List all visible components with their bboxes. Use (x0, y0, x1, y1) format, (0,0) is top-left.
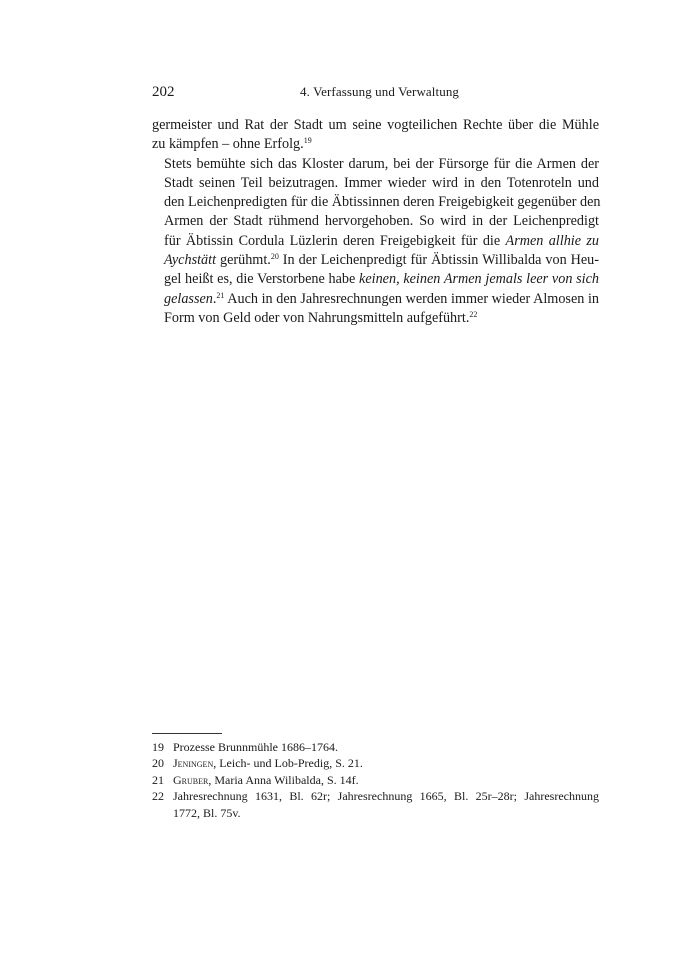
footnote-author: Jeningen (173, 756, 214, 771)
quoted-text: keinen, keinen Armen jemals leer von sich (359, 271, 599, 288)
footnote (152, 755, 599, 771)
text-run: Auch in den Jahresrechnungen werden immer wieder Almosen in (224, 290, 599, 307)
text-line: Stets bemühte sich das Kloster darum, bei der Fürsorge für die Armen der (164, 155, 599, 172)
footnote-number: 20 (152, 756, 164, 771)
quoted-text: Aychstätt (164, 252, 217, 269)
text-run: zu kämpfen – ohne Erfolg. (152, 136, 304, 153)
quoted-text: Armen allhie zu (505, 232, 600, 249)
footnote-text: , Leich- und Lob-Predig, S. 21. (213, 756, 363, 771)
footnote-divider (152, 733, 222, 734)
footnote-number: 19 (152, 740, 164, 754)
main-text (152, 116, 599, 328)
running-head: 4. Verfassung und Verwaltung (300, 84, 460, 99)
footnotes (152, 739, 599, 821)
footnote-ref: 19 (303, 136, 312, 146)
text-run: gerühmt. (216, 252, 271, 269)
quoted-text: gelassen (164, 290, 213, 307)
footnote-ref: 20 (270, 252, 279, 262)
footnote (152, 772, 599, 788)
footnote-text: Jahresrechnung 1631, Bl. 62r; Jahresrechnung 1665, Bl. 25r–28r; Jahresrechnung (173, 789, 599, 804)
text-run: . (212, 290, 217, 307)
paragraph (152, 155, 599, 329)
footnote-number: 21 (152, 772, 164, 787)
text-line: germeister und Rat der Stadt um seine vogteilichen Rechte über die Mühle (152, 117, 599, 133)
footnote-number: 22 (152, 789, 164, 804)
footnote-ref: 22 (469, 309, 478, 319)
footnote (152, 788, 599, 821)
text-line (152, 290, 599, 309)
text-line: Stadt seinen Teil beizutragen. Immer wieder wird in den Totenroteln und (164, 174, 599, 191)
text-line (152, 309, 599, 328)
text-line (152, 232, 599, 251)
footnote (152, 739, 599, 755)
text-run: Form von Geld oder von Nahrungsmitteln aufgeführt. (164, 309, 470, 326)
text-line: Armen der Stadt rühmend hervorgehoben. So wird in der Leichenpredigt (164, 213, 599, 230)
text-run: In der Leichenpredigt für Äbtissin Willibalda von Heu- (278, 252, 599, 269)
text-line (152, 251, 599, 270)
text-line: den Leichenpredigten für die Äbtissinnen deren Freigebigkeit gegenüber den (164, 194, 601, 211)
text-line (152, 135, 599, 154)
footnote-text: 1772, Bl. 75v. (173, 805, 241, 820)
footnote-text: Prozesse Brunnmühle 1686–1764. (173, 740, 338, 754)
page-header (152, 84, 599, 104)
footnote-ref: 21 (216, 290, 225, 300)
footnote-text: , Maria Anna Wilibalda, S. 14f. (208, 772, 359, 787)
paragraph (152, 116, 599, 155)
text-run: für Äbtissin Cordula Lüzlerin deren Freigebigkeit für die (164, 232, 506, 249)
text-line (152, 270, 599, 289)
page-number: 202 (152, 84, 175, 100)
text-run: gel heißt es, die Verstorbene habe (164, 271, 360, 288)
footnote-author: Gruber (173, 772, 209, 787)
